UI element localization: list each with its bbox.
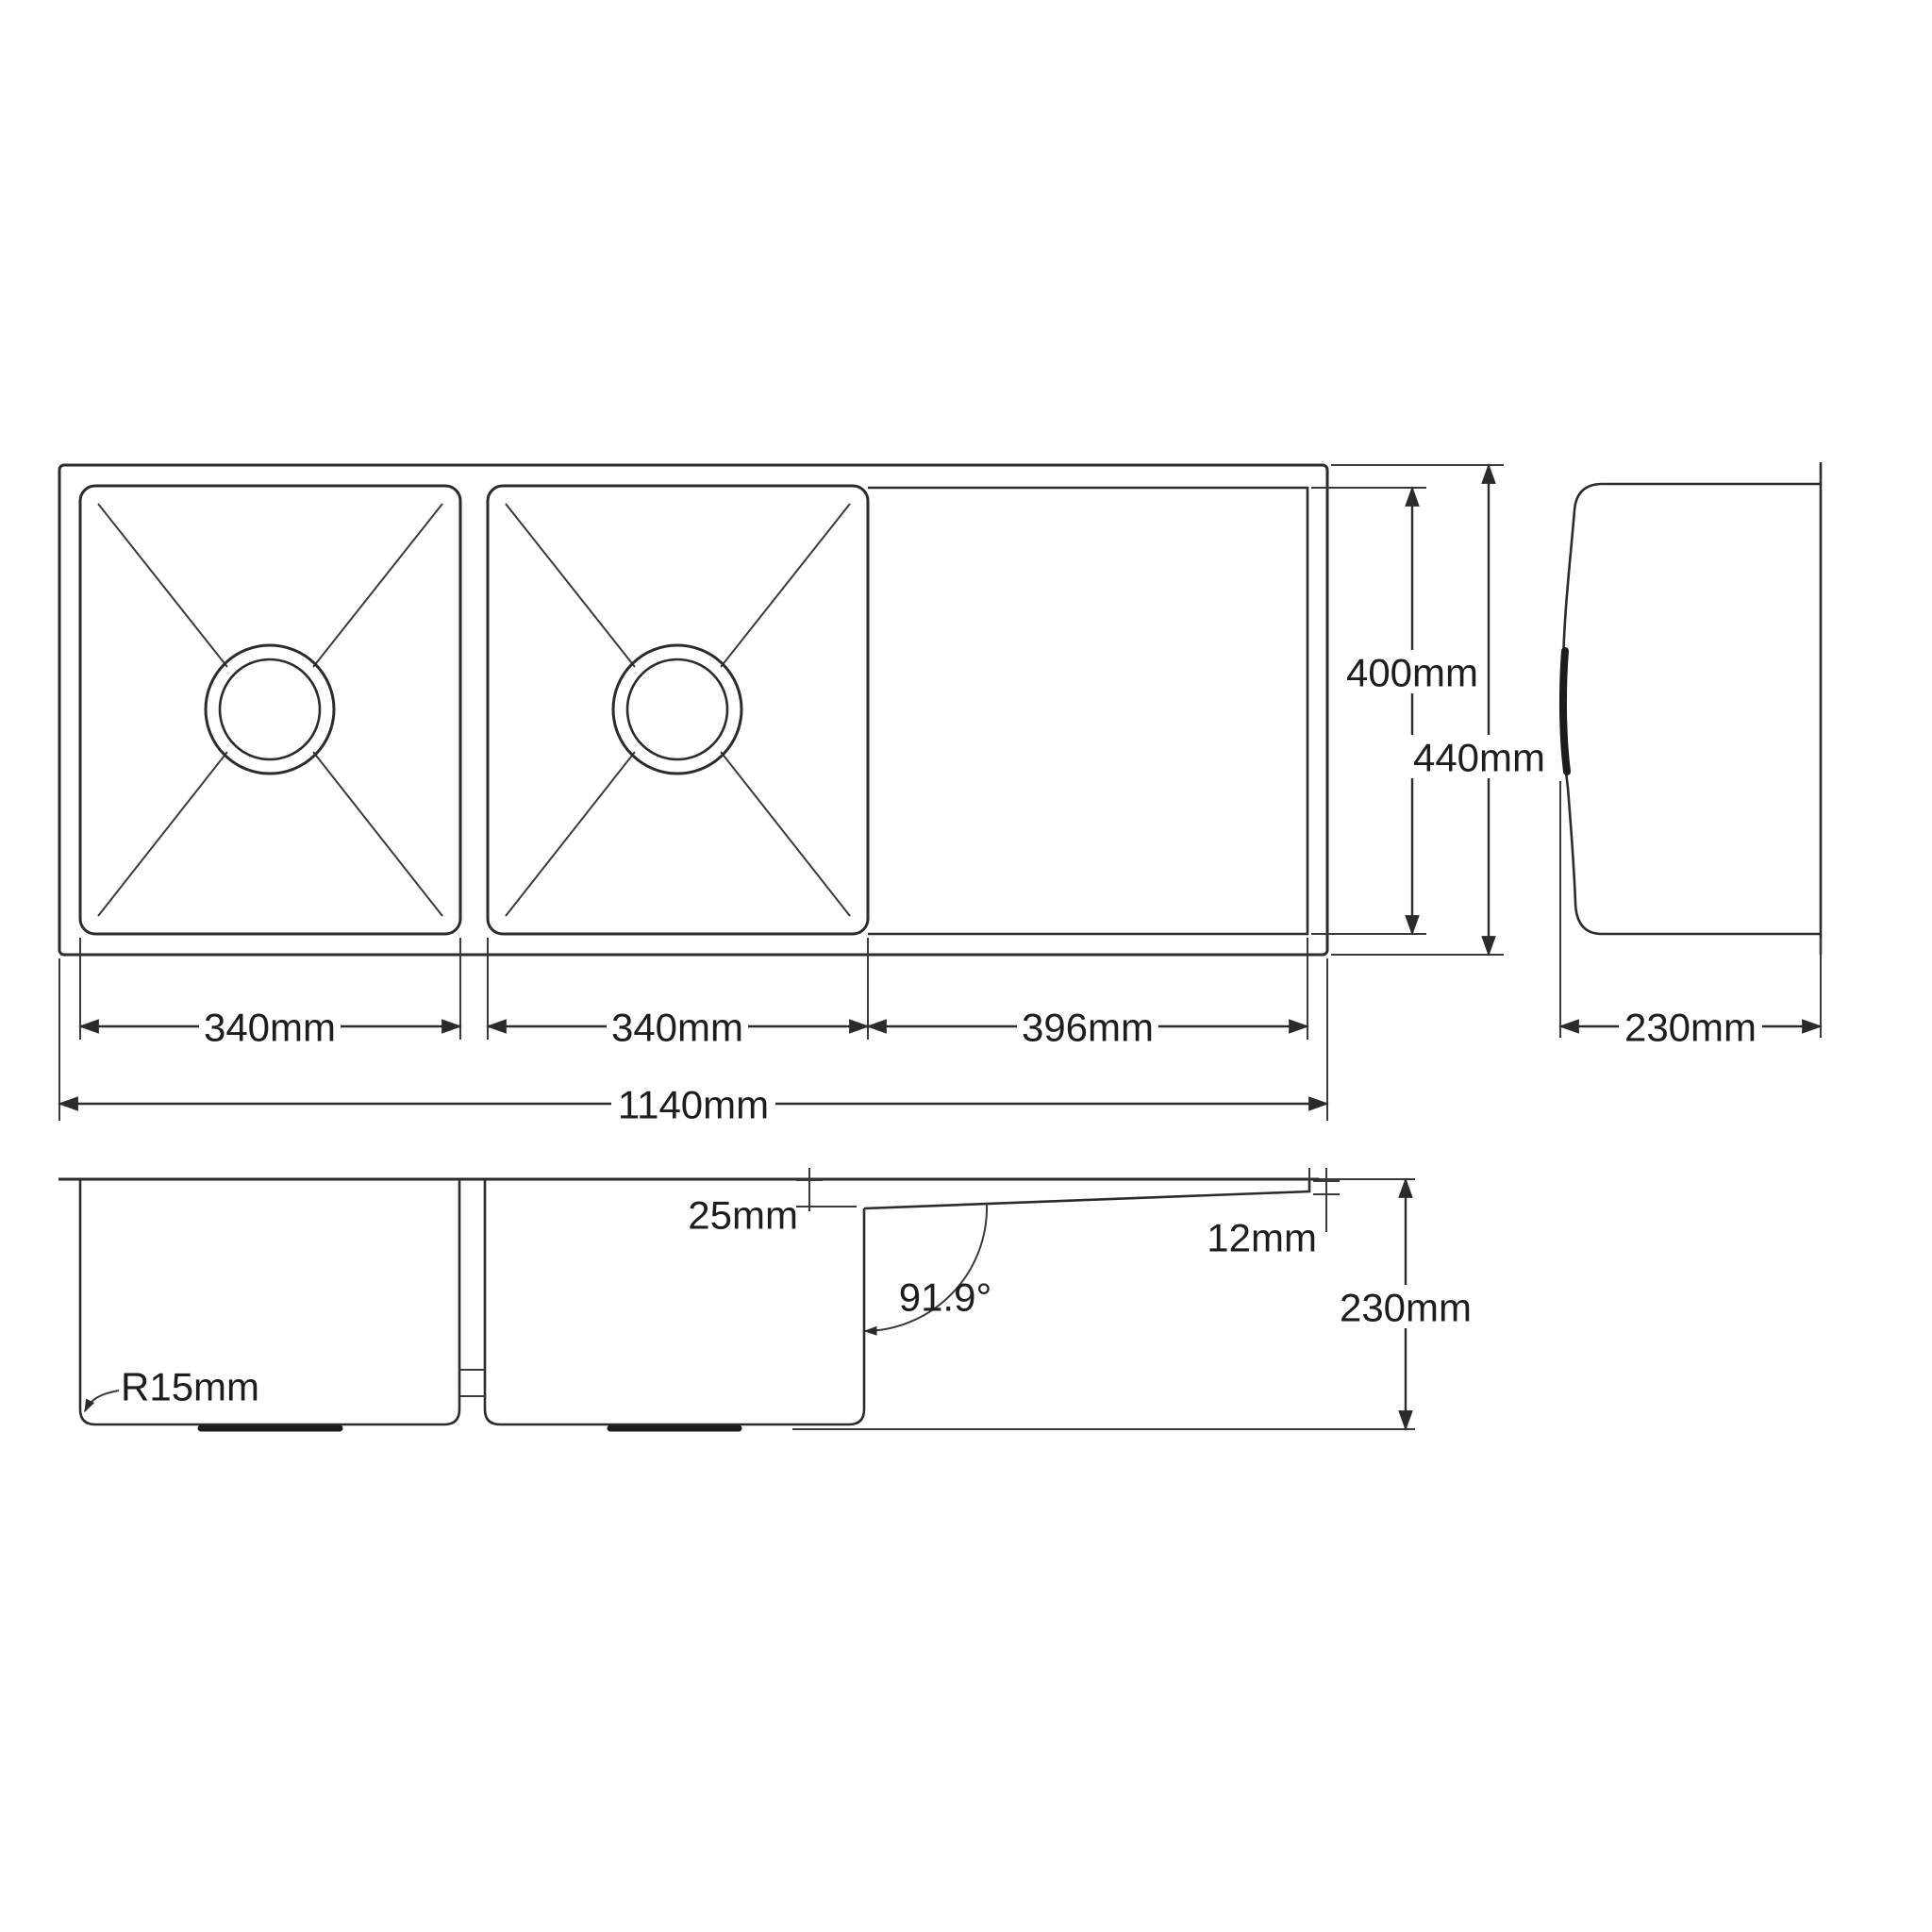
plan-height-dimensions (1341, 465, 1551, 955)
side-left-profile (1563, 484, 1602, 934)
dim-label-drainer-depth-left: 25mm (688, 1192, 798, 1238)
dim-label-bowl-depth: 400mm (1345, 650, 1479, 695)
dim-label-section-height: 230mm (1339, 1285, 1473, 1330)
dim-label-total-width: 1140mm (617, 1082, 770, 1127)
section-dim-radius (85, 1365, 259, 1412)
dim-label-bowl2-width: 340mm (610, 1005, 744, 1050)
side-mounting-clip (1563, 651, 1567, 772)
plan-bowl-right-drain-outer (613, 645, 741, 774)
dim-label-bowl1-width: 340mm (203, 1005, 337, 1050)
section-dim-height (792, 1179, 1477, 1429)
dim-label-wall-angle: 91.9° (898, 1274, 992, 1320)
plan-bowl-left-cross (98, 504, 442, 916)
plan-bowl-left-drain-inner (220, 659, 320, 759)
dim-label-corner-radius: R15mm (121, 1364, 260, 1409)
section-dim-12mm (1207, 1168, 1340, 1260)
plan-bowl-right-cross (506, 504, 850, 916)
plan-width-dimensions (59, 1005, 1327, 1127)
section-drainboard-slope (864, 1179, 1309, 1208)
dim-label-drainer-depth-right: 12mm (1207, 1215, 1317, 1260)
plan-bowl-left-drain-outer (206, 645, 334, 774)
side-width-dimension (1560, 781, 1821, 1050)
dim-label-side-width: 230mm (1624, 1005, 1757, 1050)
section-view (58, 1168, 1477, 1429)
plan-outer-rim (59, 465, 1327, 955)
plan-view (59, 465, 1551, 1127)
section-bowl-right (485, 1179, 864, 1424)
dim-label-overall-depth: 440mm (1412, 735, 1546, 780)
dim-label-drainer-width: 396mm (1021, 1005, 1155, 1050)
side-view (1560, 462, 1821, 1050)
section-dim-angle (865, 1204, 991, 1331)
plan-drainboard (868, 488, 1307, 934)
plan-bowl-right-drain-inner (627, 659, 727, 759)
